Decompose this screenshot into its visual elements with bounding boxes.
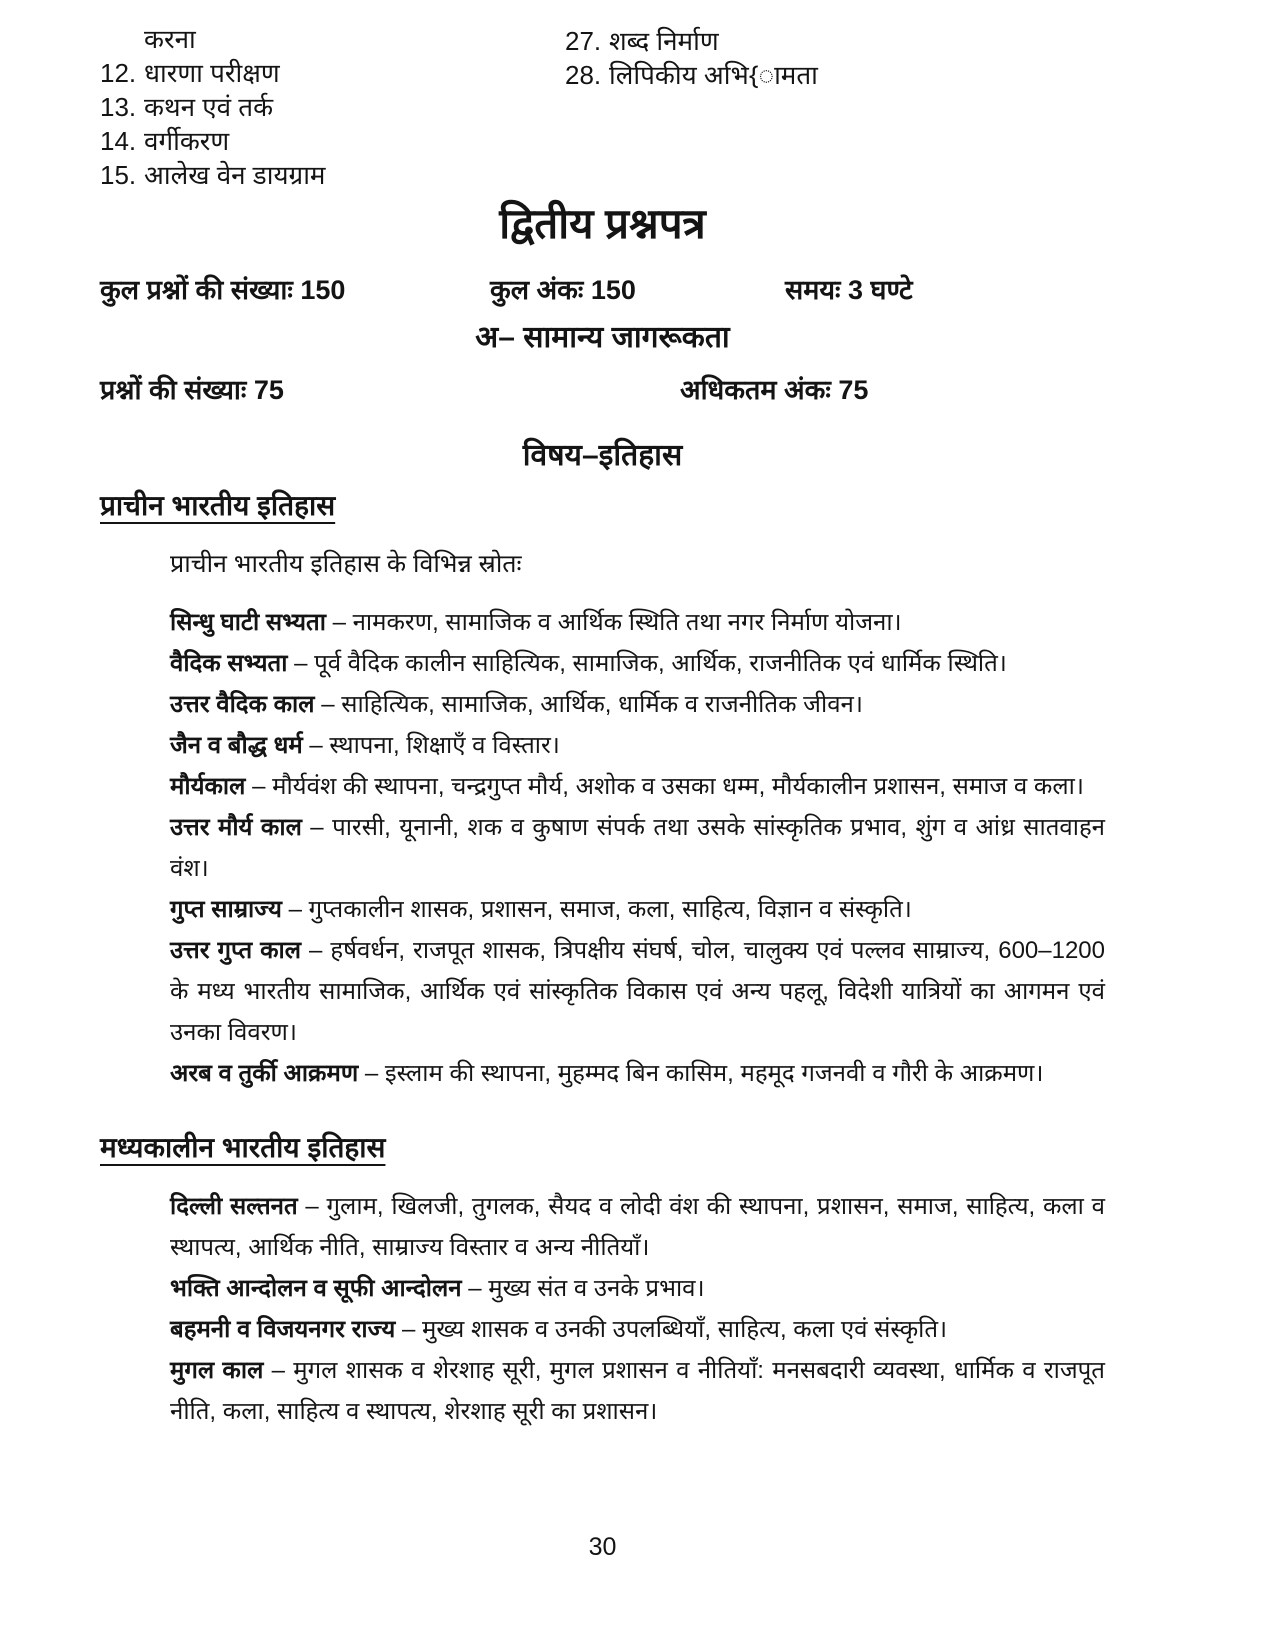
topic-term: भक्ति आन्दोलन व सूफी आन्दोलन bbox=[170, 1275, 462, 1302]
section-questions-label: प्रश्नों की संख्याः bbox=[100, 375, 247, 405]
total-questions-value: 150 bbox=[300, 275, 346, 305]
topic-vedic bbox=[170, 643, 1105, 684]
total-marks bbox=[490, 270, 636, 307]
topic-term: गुप्त साम्राज्य bbox=[170, 896, 282, 923]
topic-term: बहमनी व विजयनगर राज्य bbox=[170, 1316, 396, 1343]
total-questions-label: कुल प्रश्नों की संख्याः bbox=[100, 275, 293, 305]
topic-sindhu-ghati bbox=[170, 602, 1105, 643]
paper-stats-row-2 bbox=[0, 364, 1275, 408]
list-item bbox=[565, 24, 1275, 58]
list-item bbox=[100, 124, 565, 158]
list-item bbox=[100, 56, 565, 90]
topic-term: उत्तर मौर्य काल bbox=[170, 814, 302, 841]
list-item-label: लिपिकीय अभि{ामता bbox=[609, 60, 818, 90]
topic-desc: – स्थापना, शिक्षाएँ व विस्तार। bbox=[309, 732, 560, 759]
topic-term: वैदिक सभ्यता bbox=[170, 650, 288, 677]
section-max-marks-label: अधिकतम अंकः bbox=[680, 375, 831, 405]
total-questions bbox=[100, 270, 345, 307]
time-allowed bbox=[785, 270, 913, 307]
topic-desc: – इस्लाम की स्थापना, मुहम्मद बिन कासिम, महमूद गजनवी व गौरी के आक्रमण। bbox=[364, 1060, 1044, 1087]
top-list-right bbox=[565, 22, 1275, 192]
topic-term: उत्तर गुप्त काल bbox=[170, 937, 302, 964]
topic-uttar-vedic bbox=[170, 684, 1105, 725]
topic-arab-turki bbox=[170, 1053, 1105, 1094]
topic-desc: – गुलाम, खिलजी, तुगलक, सैयद व लोदी वंश की स्थापना, प्रशासन, समाज, साहित्य, कला व स्थापत्य, आर्थिक नीति, साम्राज्य विस्तार व अन्य नीतियाँ। bbox=[170, 1193, 1105, 1261]
topic-desc: – मुख्य संत व उनके प्रभाव। bbox=[468, 1275, 705, 1302]
list-item-label: कथन एवं तर्क bbox=[144, 92, 274, 122]
topic-delhi-sultanate bbox=[170, 1186, 1105, 1268]
list-item bbox=[565, 58, 1275, 92]
total-marks-value: 150 bbox=[590, 275, 636, 305]
page-number: 30 bbox=[588, 1533, 617, 1561]
list-item bbox=[100, 90, 565, 124]
medieval-history-heading: मध्यकालीन भारतीय इतिहास bbox=[100, 1132, 386, 1163]
topic-term: दिल्ली सल्तनत bbox=[170, 1193, 298, 1220]
section-max-marks bbox=[680, 370, 868, 407]
topic-desc: – हर्षवर्धन, राजपूत शासक, त्रिपक्षीय संघर्ष, चोल, चालुक्य एवं पल्लव साम्राज्य, 600–1200 के मध्य भारतीय सामाजिक, आर्थिक एवं सांस्कृतिक विकास एवं अन्य पहलू, विदेशी यात्रियों का आगमन एवं उनका विवरण। bbox=[170, 937, 1105, 1046]
list-item-label: आलेख वेन डायग्राम bbox=[144, 160, 326, 190]
topic-desc: – पूर्व वैदिक कालीन साहित्यिक, सामाजिक, आर्थिक, राजनीतिक एवं धार्मिक स्थिति। bbox=[294, 650, 1007, 677]
section-max-marks-value: 75 bbox=[838, 375, 869, 405]
topic-desc: – पारसी, यूनानी, शक व कुषाण संपर्क तथा उसके सांस्कृतिक प्रभाव, शुंग व आंध्र सातवाहन वंश। bbox=[170, 814, 1106, 882]
subject-heading: विषय–इतिहास bbox=[522, 439, 683, 472]
list-item-label: धारणा परीक्षण bbox=[144, 58, 280, 88]
topic-desc: – गुप्तकालीन शासक, प्रशासन, समाज, कला, साहित्य, विज्ञान व संस्कृति। bbox=[288, 896, 912, 923]
paper-stats-row-1 bbox=[0, 264, 1275, 308]
list-item-number: 28. bbox=[565, 60, 602, 90]
topic-desc: – मौर्यवंश की स्थापना, चन्द्रगुप्त मौर्य, अशोक व उसका धम्म, मौर्यकालीन प्रशासन, समाज व कला। bbox=[252, 773, 1084, 800]
topic-term: मौर्यकाल bbox=[170, 773, 246, 800]
top-lists bbox=[0, 0, 1275, 192]
topic-uttar-gupta bbox=[170, 930, 1105, 1053]
paper-title: द्वितीय प्रश्नपत्र bbox=[499, 200, 706, 247]
topic-term: मुगल काल bbox=[170, 1357, 264, 1384]
list-item-label: शब्द निर्माण bbox=[609, 26, 719, 56]
ancient-topics bbox=[170, 602, 1105, 1094]
topic-desc: – मुख्य शासक व उनकी उपलब्धियाँ, साहित्य, कला एवं संस्कृति। bbox=[401, 1316, 948, 1343]
list-item-number: 27. bbox=[565, 26, 602, 56]
topic-term: अरब व तुर्की आक्रमण bbox=[170, 1060, 359, 1087]
list-item-number: 15. bbox=[100, 160, 137, 190]
topic-desc: – नामकरण, सामाजिक व आर्थिक स्थिति तथा नगर निर्माण योजना। bbox=[332, 609, 902, 636]
ancient-history-intro: प्राचीन भारतीय इतिहास के विभिन्न स्रोतः bbox=[170, 550, 522, 578]
time-label: समयः bbox=[785, 275, 841, 305]
list-item bbox=[100, 158, 565, 192]
medieval-topics bbox=[170, 1186, 1105, 1432]
list-item-number: 12. bbox=[100, 58, 137, 88]
section-heading: अ– सामान्य जागरूकता bbox=[475, 321, 730, 354]
time-value: 3 घण्टे bbox=[848, 275, 913, 305]
section-questions bbox=[100, 370, 284, 407]
list-item-number: 14. bbox=[100, 126, 137, 156]
topic-desc: – मुगल शासक व शेरशाह सूरी, मुगल प्रशासन व नीतियाँ: मनसबदारी व्यवस्था, धार्मिक व राजपूत नीति, कला, साहित्य व स्थापत्य, शेरशाह सूरी का प्रशासन। bbox=[170, 1357, 1105, 1425]
topic-maurya bbox=[170, 766, 1105, 807]
topic-desc: – साहित्यिक, सामाजिक, आर्थिक, धार्मिक व राजनीतिक जीवन। bbox=[321, 691, 863, 718]
list-item-number: 13. bbox=[100, 92, 137, 122]
topic-gupta bbox=[170, 889, 1105, 930]
top-list-left bbox=[100, 22, 565, 192]
topic-term: जैन व बौद्ध धर्म bbox=[170, 732, 303, 759]
list-item-continuation bbox=[100, 22, 565, 56]
topic-jain-bauddh bbox=[170, 725, 1105, 766]
list-item-label: वर्गीकरण bbox=[144, 126, 230, 156]
topic-mughal bbox=[170, 1350, 1105, 1432]
ancient-history-heading: प्राचीन भारतीय इतिहास bbox=[100, 490, 336, 521]
topic-bahmani-vijayanagar bbox=[170, 1309, 1105, 1350]
topic-term: उत्तर वैदिक काल bbox=[170, 691, 315, 718]
list-item-label: करना bbox=[144, 24, 196, 54]
topic-uttar-maurya bbox=[170, 807, 1105, 889]
topic-bhakti-sufi bbox=[170, 1268, 1105, 1309]
section-questions-value: 75 bbox=[253, 375, 284, 405]
total-marks-label: कुल अंकः bbox=[490, 275, 584, 305]
topic-term: सिन्धु घाटी सभ्यता bbox=[170, 609, 326, 636]
